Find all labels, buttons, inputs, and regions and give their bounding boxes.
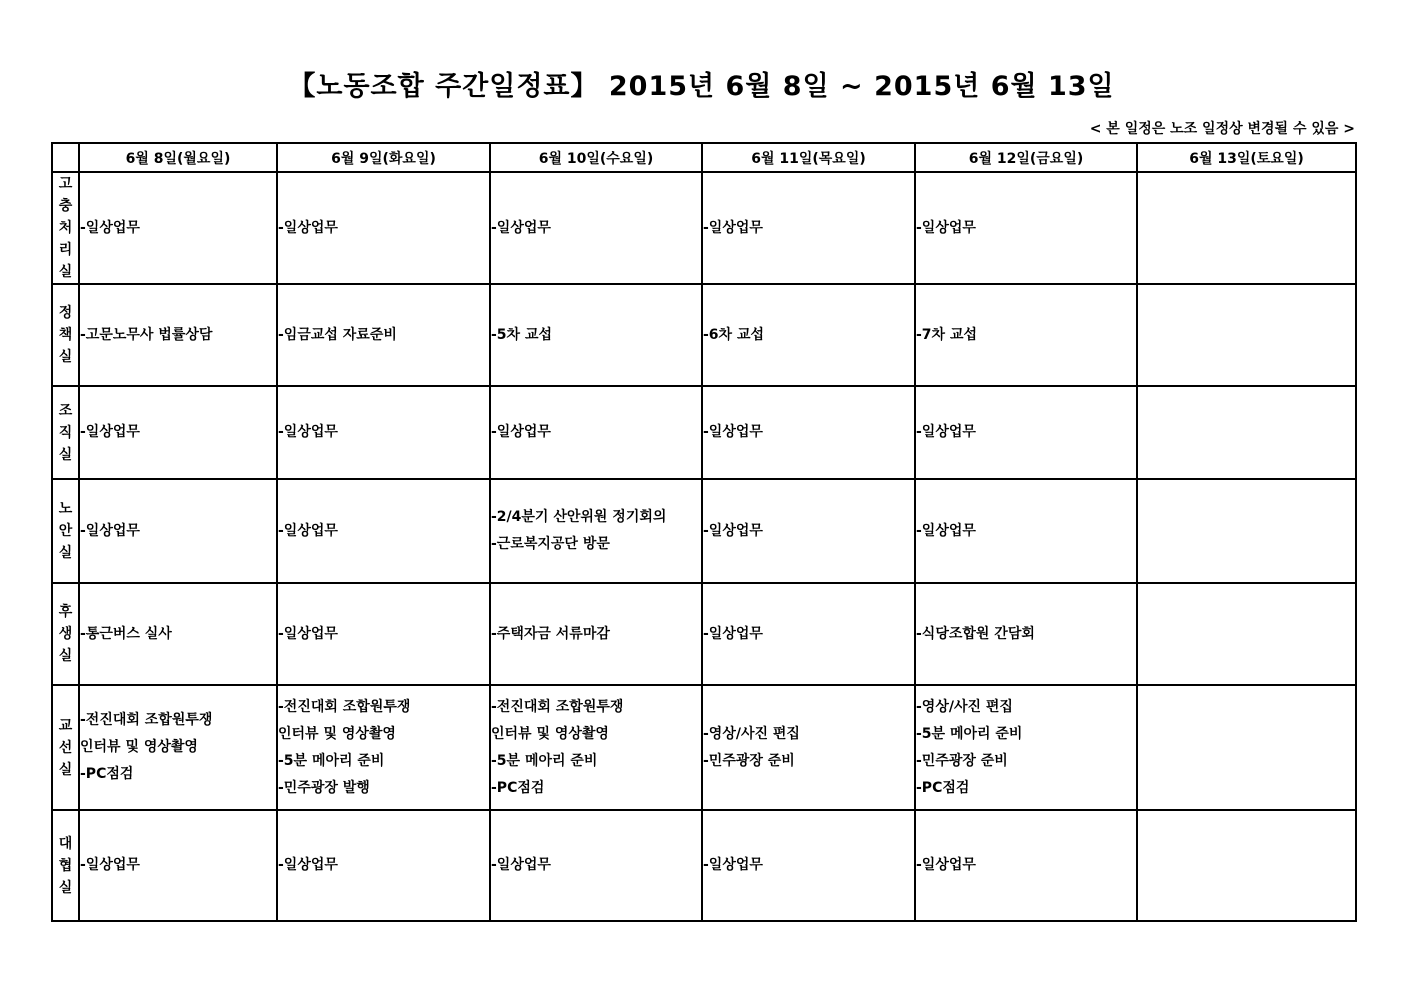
- department-row: [52, 810, 1356, 921]
- schedule-cell: [79, 284, 277, 386]
- schedule-cell: [915, 284, 1137, 386]
- schedule-entry: -일상업무: [278, 522, 338, 539]
- schedule-entry: -일상업무: [80, 522, 140, 539]
- schedule-entry: -일상업무: [703, 857, 763, 873]
- department-char: 실: [58, 879, 73, 896]
- department-char: 실: [58, 349, 73, 365]
- department-char: 선: [58, 739, 73, 756]
- day-header: 6월 10일(수요일): [490, 143, 702, 172]
- schedule-entry: -식당조합원 간담회: [916, 625, 1035, 642]
- schedule-entry: -민주광장 발행: [278, 779, 370, 796]
- schedule-cell: [702, 685, 915, 810]
- schedule-entry: -일상업무: [703, 424, 763, 440]
- schedule-cell: [277, 284, 490, 386]
- schedule-cell: [490, 583, 702, 685]
- schedule-entry: -근로복지공단 방문: [491, 536, 610, 552]
- schedule-cell: [702, 284, 915, 386]
- schedule-cell: [277, 685, 490, 810]
- schedule-entry: -주택자금 서류마감: [491, 625, 610, 642]
- schedule-entry: -일상업무: [703, 219, 763, 236]
- header-row: [52, 143, 1356, 172]
- schedule-entry: -임금교섭 자료준비: [278, 326, 397, 343]
- department-char: 정: [58, 305, 73, 321]
- corner-cell: [52, 143, 79, 172]
- schedule-cell: [915, 479, 1137, 583]
- schedule-cell: [1137, 284, 1356, 386]
- department-char: 실: [58, 761, 73, 778]
- department-char: 후: [58, 604, 73, 620]
- day-header: 6월 13일(토요일): [1137, 143, 1356, 172]
- schedule-entry: -2/4분기 산안위원 정기회의: [491, 509, 667, 525]
- department-char: 협: [58, 857, 73, 874]
- schedule-cell: [915, 685, 1137, 810]
- schedule-entry: -일상업무: [916, 424, 976, 440]
- department-char: 실: [58, 264, 73, 280]
- schedule-cell: [490, 810, 702, 921]
- schedule-cell: [915, 583, 1137, 685]
- schedule-entry: -일상업무: [703, 625, 763, 642]
- schedule-entry: -일상업무: [278, 219, 338, 236]
- schedule-cell: [702, 479, 915, 583]
- schedule-entry: 인터뷰 및 영상촬영: [278, 725, 396, 742]
- schedule-entry: -민주광장 준비: [916, 752, 1008, 769]
- day-header: 6월 12일(금요일): [915, 143, 1137, 172]
- schedule-cell: [702, 810, 915, 921]
- schedule-entry: -영상/사진 편집: [916, 698, 1013, 715]
- schedule-entry: -일상업무: [703, 522, 763, 539]
- schedule-cell: [277, 810, 490, 921]
- department-label: [52, 810, 79, 921]
- schedule-cell: [1137, 810, 1356, 921]
- schedule-entry: -일상업무: [278, 424, 338, 440]
- department-char: 충: [58, 198, 73, 214]
- department-char: 실: [58, 545, 73, 561]
- schedule-cell: [915, 172, 1137, 284]
- schedule-entry: -일상업무: [916, 857, 976, 873]
- schedule-cell: [490, 479, 702, 583]
- department-char: 처: [58, 220, 73, 236]
- day-header: 6월 9일(화요일): [277, 143, 490, 172]
- schedule-entry: -7차 교섭: [916, 326, 977, 343]
- department-char: 노: [58, 501, 73, 517]
- schedule-cell: [702, 583, 915, 685]
- department-label: [52, 284, 79, 386]
- schedule-entry: -5분 메아리 준비: [491, 752, 598, 769]
- department-char: 고: [58, 176, 73, 192]
- schedule-cell: [79, 810, 277, 921]
- department-row: [52, 685, 1356, 810]
- department-char: 대: [58, 835, 73, 852]
- schedule-entry: -일상업무: [278, 857, 338, 873]
- schedule-entry: -5분 메아리 준비: [916, 725, 1023, 742]
- weekly-schedule-table: [51, 142, 1357, 922]
- department-char: 리: [58, 242, 73, 258]
- schedule-cell: [490, 386, 702, 479]
- schedule-entry: -6차 교섭: [703, 326, 764, 343]
- schedule-entry: -PC점검: [491, 779, 545, 796]
- schedule-cell: [79, 386, 277, 479]
- schedule-cell: [915, 810, 1137, 921]
- department-label: [52, 479, 79, 583]
- schedule-entry: 인터뷰 및 영상촬영: [80, 739, 198, 755]
- schedule-cell: [277, 583, 490, 685]
- schedule-entry: -전진대회 조합원투쟁: [491, 698, 624, 715]
- department-row: [52, 583, 1356, 685]
- schedule-cell: [1137, 583, 1356, 685]
- schedule-cell: [277, 386, 490, 479]
- department-char: 직: [58, 424, 73, 441]
- schedule-cell: [915, 386, 1137, 479]
- schedule-cell: [79, 172, 277, 284]
- schedule-entry: -PC점검: [916, 779, 970, 796]
- department-char: 교: [58, 717, 73, 734]
- department-char: 안: [58, 523, 73, 539]
- schedule-cell: [277, 479, 490, 583]
- schedule-cell: [702, 386, 915, 479]
- schedule-entry: -일상업무: [80, 857, 140, 873]
- schedule-cell: [1137, 172, 1356, 284]
- schedule-entry: -통근버스 실사: [80, 625, 172, 642]
- schedule-entry: -고문노무사 법률상담: [80, 326, 213, 343]
- schedule-cell: [490, 284, 702, 386]
- department-label: [52, 386, 79, 479]
- department-char: 책: [58, 327, 73, 343]
- schedule-change-note: < 본 일정은 노조 일정상 변경될 수 있음 >: [1089, 121, 1355, 137]
- day-header: 6월 11일(목요일): [702, 143, 915, 172]
- department-label: [52, 172, 79, 284]
- schedule-cell: [79, 685, 277, 810]
- schedule-entry: -영상/사진 편집: [703, 725, 800, 742]
- department-label: [52, 583, 79, 685]
- schedule-entry: -일상업무: [916, 219, 976, 236]
- schedule-cell: [490, 172, 702, 284]
- day-header: 6월 8일(월요일): [79, 143, 277, 172]
- department-row: [52, 172, 1356, 284]
- schedule-entry: -5차 교섭: [491, 326, 552, 343]
- schedule-entry: -일상업무: [80, 219, 140, 236]
- department-char: 실: [58, 446, 73, 463]
- schedule-cell: [490, 685, 702, 810]
- schedule-cell: [702, 172, 915, 284]
- schedule-entry: -일상업무: [80, 424, 140, 440]
- schedule-entry: -민주광장 준비: [703, 752, 795, 769]
- department-char: 생: [58, 626, 73, 642]
- schedule-cell: [1137, 479, 1356, 583]
- department-row: [52, 284, 1356, 386]
- department-label: [52, 685, 79, 810]
- schedule-entry: -전진대회 조합원투쟁: [278, 698, 411, 715]
- schedule-cell: [1137, 685, 1356, 810]
- schedule-cell: [1137, 386, 1356, 479]
- schedule-entry: 인터뷰 및 영상촬영: [491, 725, 609, 742]
- page-title: 【노동조합 주간일정표】 2015년 6월 8일 ~ 2015년 6월 13일: [288, 71, 1115, 102]
- schedule-cell: [277, 172, 490, 284]
- schedule-cell: [79, 479, 277, 583]
- schedule-entry: -PC점검: [80, 766, 134, 782]
- department-char: 실: [58, 648, 73, 664]
- schedule-entry: -일상업무: [491, 424, 551, 440]
- schedule-entry: -5분 메아리 준비: [278, 752, 385, 769]
- schedule-entry: -일상업무: [491, 857, 551, 873]
- schedule-entry: -전진대회 조합원투쟁: [80, 712, 213, 728]
- department-row: [52, 479, 1356, 583]
- schedule-entry: -일상업무: [916, 522, 976, 539]
- department-char: 조: [58, 402, 73, 419]
- department-row: [52, 386, 1356, 479]
- schedule-entry: -일상업무: [491, 219, 551, 236]
- schedule-entry: -일상업무: [278, 625, 338, 642]
- schedule-cell: [79, 583, 277, 685]
